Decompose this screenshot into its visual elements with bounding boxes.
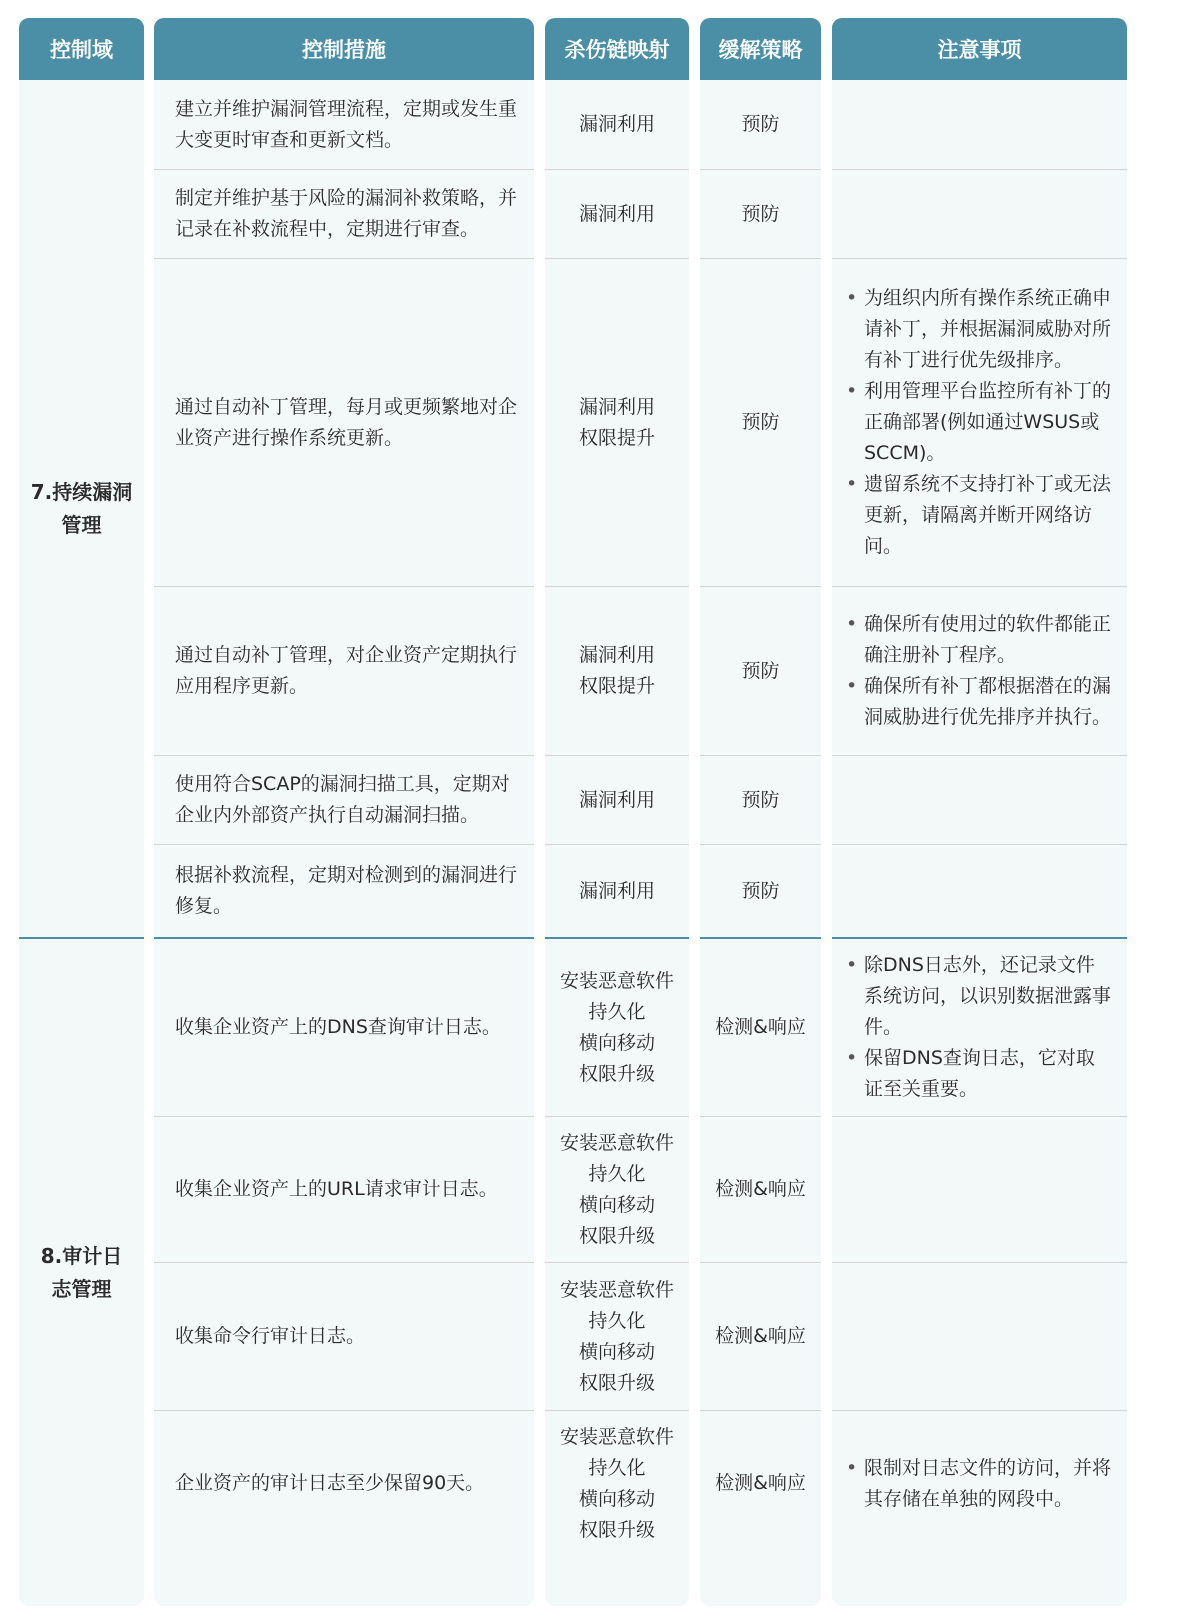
killchain-cell xyxy=(545,1263,689,1410)
measure-cell: 企业资产的审计日志至少保留90天。 xyxy=(175,1472,485,1494)
notes-list xyxy=(846,950,1113,1105)
header-mitigation: 缓解策略 xyxy=(700,18,821,80)
killchain-cell xyxy=(545,170,689,258)
killchain-item: 持久化 xyxy=(588,1000,646,1023)
killchain-cell xyxy=(545,845,689,937)
notes-cell xyxy=(832,1411,1127,1556)
killchain-item: 权限提升 xyxy=(578,426,655,449)
mitigation-cell: 检测&响应 xyxy=(715,1016,806,1038)
killchain-item: 安装恶意软件 xyxy=(559,969,674,992)
measure-cell: 使用符合SCAP的漏洞扫描工具，定期对企业内外部资产执行自动漏洞扫描。 xyxy=(175,773,510,826)
header-notes: 注意事项 xyxy=(832,18,1127,80)
killchain-item: 权限升级 xyxy=(578,1062,655,1085)
killchain-item: 权限升级 xyxy=(578,1224,655,1247)
killchain-item: 持久化 xyxy=(588,1309,646,1332)
killchain-item: 横向移动 xyxy=(578,1031,655,1054)
killchain-cell xyxy=(545,939,689,1116)
killchain-item: 漏洞利用 xyxy=(578,788,655,811)
domain-label xyxy=(27,476,137,542)
notes-cell xyxy=(832,80,1127,169)
domain-label-line: 管理 xyxy=(61,512,102,537)
killchain-item: 安装恶意软件 xyxy=(559,1278,674,1301)
notes-cell xyxy=(832,1263,1127,1410)
killchain-item: 横向移动 xyxy=(578,1340,655,1363)
mitigation-cell: 预防 xyxy=(741,788,780,811)
note-item: • 为组织内所有操作系统正确申请补丁，并根据漏洞威胁对所有补丁进行优先级排序。 xyxy=(846,283,1113,376)
notes-cell xyxy=(832,587,1127,755)
notes-cell xyxy=(832,1117,1127,1262)
notes-cell xyxy=(832,756,1127,844)
killchain-item: 持久化 xyxy=(588,1456,646,1479)
mitigation-cell: 预防 xyxy=(741,659,780,682)
mitigation-cell: 预防 xyxy=(741,879,780,902)
mitigation-cell: 预防 xyxy=(741,202,780,225)
notes-list xyxy=(846,1453,1113,1515)
killchain-item: 持久化 xyxy=(588,1162,646,1185)
notes-cell xyxy=(832,845,1127,937)
note-item: • 除DNS日志外，还记录文件系统访问，以识别数据泄露事件。 xyxy=(846,950,1113,1043)
domain-label-line: 志管理 xyxy=(51,1276,112,1301)
killchain-item: 漏洞利用 xyxy=(578,113,655,135)
domain-label-line: 8.审计日 xyxy=(40,1243,123,1268)
mitigation-cell: 检测&响应 xyxy=(715,1472,806,1494)
killchain-item: 权限升级 xyxy=(578,1518,655,1541)
measure-cell: 通过自动补丁管理，每月或更频繁地对企业资产进行操作系统更新。 xyxy=(175,395,518,449)
domain-label-line: 7.持续漏洞 xyxy=(30,479,133,504)
measure-cell: 收集命令行审计日志。 xyxy=(175,1325,366,1347)
notes-cell xyxy=(832,939,1127,1116)
killchain-item: 横向移动 xyxy=(578,1193,655,1216)
killchain-item: 安装恶意软件 xyxy=(559,1425,674,1448)
killchain-cell xyxy=(545,1411,689,1556)
note-item: • 保留DNS查询日志，它对取证至关重要。 xyxy=(846,1043,1113,1105)
killchain-item: 权限升级 xyxy=(578,1371,655,1394)
mitigation-cell: 检测&响应 xyxy=(715,1178,806,1200)
header-killchain: 杀伤链映射 xyxy=(545,18,689,80)
measure-cell: 收集企业资产上的DNS查询审计日志。 xyxy=(175,1016,501,1038)
killchain-cell xyxy=(545,80,689,169)
notes-cell xyxy=(832,170,1127,258)
killchain-item: 漏洞利用 xyxy=(578,395,655,418)
killchain-item: 漏洞利用 xyxy=(578,644,655,666)
killchain-item: 漏洞利用 xyxy=(578,202,655,225)
measure-cell: 根据补救流程，定期对检测到的漏洞进行修复。 xyxy=(175,864,518,917)
killchain-cell xyxy=(545,756,689,844)
mitigation-cell: 检测&响应 xyxy=(715,1325,806,1347)
killchain-item: 权限提升 xyxy=(578,675,655,697)
domain-cell xyxy=(19,80,144,937)
killchain-cell xyxy=(545,1117,689,1262)
mitigation-cell: 预防 xyxy=(741,411,780,433)
notes-list xyxy=(846,283,1113,562)
note-item: • 确保所有使用过的软件都能正确注册补丁程序。 xyxy=(846,609,1113,671)
killchain-cell xyxy=(545,587,689,755)
domain-label xyxy=(27,1240,137,1306)
notes-list xyxy=(846,609,1113,733)
killchain-item: 安装恶意软件 xyxy=(559,1131,674,1154)
note-item: • 限制对日志文件的访问，并将其存储在单独的网段中。 xyxy=(846,1453,1113,1515)
mitigation-cell: 预防 xyxy=(741,113,780,135)
note-item: • 遗留系统不支持打补丁或无法更新，请隔离并断开网络访问。 xyxy=(846,469,1113,562)
measure-cell: 制定并维护基于风险的漏洞补救策略，并记录在补救流程中，定期进行审查。 xyxy=(175,187,518,240)
killchain-item: 漏洞利用 xyxy=(578,879,655,902)
measure-cell: 建立并维护漏洞管理流程，定期或发生重大变更时审查和更新文档。 xyxy=(175,97,518,151)
note-item: • 利用管理平台监控所有补丁的正确部署(例如通过WSUS或SCCM)。 xyxy=(846,376,1113,469)
killchain-cell xyxy=(545,259,689,586)
notes-cell xyxy=(832,259,1127,586)
domain-cell xyxy=(19,939,144,1606)
header-domain: 控制域 xyxy=(19,18,144,80)
note-item: • 确保所有补丁都根据潜在的漏洞威胁进行优先排序并执行。 xyxy=(846,671,1113,733)
killchain-item: 横向移动 xyxy=(578,1487,655,1510)
measure-cell: 通过自动补丁管理，对企业资产定期执行应用程序更新。 xyxy=(175,644,518,697)
section-separator xyxy=(19,937,144,939)
measure-cell: 收集企业资产上的URL请求审计日志。 xyxy=(175,1178,498,1200)
header-measure: 控制措施 xyxy=(154,18,534,80)
